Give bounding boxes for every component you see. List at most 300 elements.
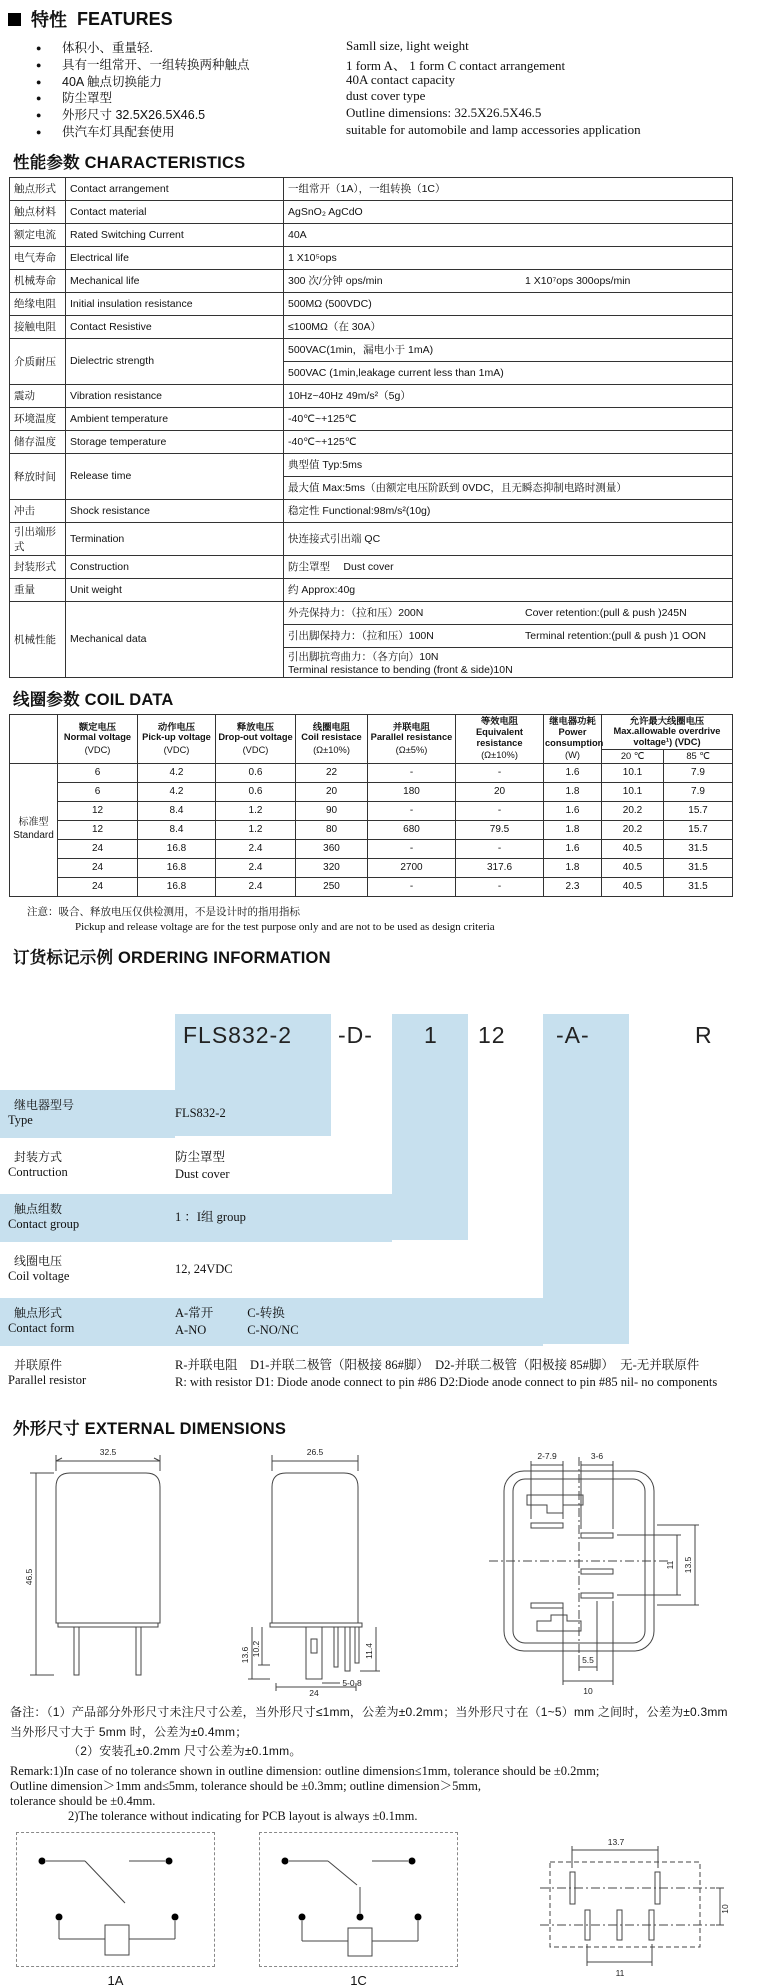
circuit-1a-svg	[17, 1833, 214, 1966]
ordering-diagram	[0, 972, 741, 1407]
char-value-text: 外壳保持力：（拉和压）200N	[288, 607, 424, 620]
feature-text-zh: 具有一组常开、一组转换两种触点	[62, 57, 250, 72]
char-value	[284, 647, 733, 677]
wiring-diagrams	[0, 1824, 741, 1988]
coil-data-cell: 20	[296, 782, 368, 801]
coil-group-label	[10, 763, 58, 896]
ordering-row-label	[0, 1248, 175, 1292]
coil-header-zh: 释放电压	[236, 721, 275, 732]
coil-data-row	[10, 858, 733, 877]
ordering-label-en: Parallel resistor	[8, 1372, 87, 1387]
coil-data-cell: 24	[58, 858, 138, 877]
circuit-1a-diagram	[16, 1832, 215, 1967]
char-label-zh: 额定电流	[10, 223, 66, 246]
char-value-text: 快连接式引出端 QC	[288, 533, 381, 546]
char-row	[10, 269, 733, 292]
char-label-en: Vibration resistance	[66, 384, 284, 407]
ordering-row-desc	[175, 1092, 741, 1136]
coil-subheader-cell: 20 ℃	[602, 749, 664, 763]
coil-heading-en: COIL DATA	[84, 690, 174, 709]
remark-zh-1: 备注：（1）产品部分外形尺寸未注尺寸公差，当外形尺寸≤1mm，公差为±0.2mm；当外形尺寸在（1~5）mm 之间时，公差为±0.3mm	[10, 1704, 728, 1719]
ordering-label-en: Type	[8, 1112, 33, 1127]
coil-header-unit: (Ω±5%)	[395, 745, 428, 755]
coil-data-cell: 1.2	[216, 820, 296, 839]
coil-data-cell: 4.2	[138, 763, 216, 782]
coil-data-cell: -	[456, 801, 544, 820]
char-value-text: 1 X10⁵ops	[288, 251, 337, 264]
ordering-code	[0, 1022, 741, 1052]
coil-data-cell: 16.8	[138, 877, 216, 896]
dim-side-p2: 10.2	[251, 1640, 261, 1657]
coil-subheader-cell: 85 ℃	[664, 749, 733, 763]
ordering-row	[0, 1248, 741, 1292]
feature-item	[36, 88, 741, 105]
char-value-text: 典型值 Typ:5ms	[288, 459, 363, 472]
char-label-zh: 接触电阻	[10, 315, 66, 338]
ordering-row	[0, 1196, 741, 1240]
dim-front-width: 32.5	[99, 1446, 117, 1457]
char-label-zh: 触点材料	[10, 200, 66, 223]
dimension-drawings	[0, 1443, 741, 1701]
coil-header-zh: 等效电阻	[480, 716, 519, 727]
ordering-row-label	[0, 1144, 175, 1188]
coil-data-cell: 2.4	[216, 839, 296, 858]
feature-text-en: suitable for automobile and lamp accessories application	[346, 121, 641, 137]
coil-group-en: Standard	[13, 829, 54, 841]
char-value	[284, 292, 733, 315]
coil-data-cell: 40.5	[602, 858, 664, 877]
ordering-row-label	[0, 1092, 175, 1136]
coil-header-unit: (VDC)	[84, 745, 111, 755]
char-label-en: Electrical life	[66, 246, 284, 269]
coil-header-cell	[138, 714, 216, 763]
ordering-desc-text: C-NO/NC	[247, 1322, 299, 1337]
remark-en-1: Remark:1)In case of no tolerance shown in outline dimension: outline dimension≤1mm, tolerance should be ±0.2mm;	[10, 1764, 600, 1779]
char-value	[284, 476, 733, 499]
ordering-row-label	[0, 1196, 175, 1240]
section-square-icon	[8, 13, 21, 26]
circuit-1c-diagram	[259, 1832, 458, 1967]
coil-data-cell: 360	[296, 839, 368, 858]
coil-data-heading	[13, 686, 741, 710]
feature-text-en: dust cover type	[346, 88, 426, 104]
feature-text-en: 40A contact capacity	[346, 71, 456, 87]
feature-text-zh: 体积小、重量轻.	[62, 41, 153, 55]
coil-header-cell	[58, 714, 138, 763]
coil-header-unit: (W)	[565, 750, 580, 761]
coil-data-cell: 2.4	[216, 877, 296, 896]
ordering-label-zh: 线圈电压	[14, 1253, 63, 1268]
bullet-icon: ●	[36, 110, 42, 121]
coil-data-cell: 250	[296, 877, 368, 896]
coil-data-cell: 0.6	[216, 763, 296, 782]
char-value-text: AgSnO₂ AgCdO	[288, 205, 363, 218]
coil-group-zh: 标准型	[18, 817, 49, 829]
char-label-zh: 储存温度	[10, 430, 66, 453]
coil-data-cell: 1.6	[544, 763, 602, 782]
char-row	[10, 200, 733, 223]
char-label-en: Ambient temperature	[66, 407, 284, 430]
char-value	[284, 384, 733, 407]
coil-header-zh: 动作电压	[157, 721, 196, 732]
char-value-text: 最大值 Max:5ms（由额定电压阶跃到 0VDC，且无瞬态抑制电路时测量）	[288, 482, 627, 495]
dim-bottom-d2: 3-6	[590, 1450, 604, 1461]
dim-side-p3: 11.4	[364, 1642, 374, 1659]
dimensions-heading	[13, 1415, 741, 1439]
char-label-en: Initial insulation resistance	[66, 292, 284, 315]
coil-header-cell	[456, 714, 544, 763]
char-label-zh: 封装形式	[10, 555, 66, 578]
bullet-icon: ●	[36, 126, 42, 137]
char-value	[284, 578, 733, 601]
char-value-text: -40℃~+125℃	[288, 412, 357, 425]
coil-header-en: Coil resistace	[301, 732, 362, 743]
coil-data-cell: -	[456, 839, 544, 858]
coil-data-cell: 7.9	[664, 763, 733, 782]
coil-data-cell: 80	[296, 820, 368, 839]
coil-note-zh: 注意：吸合、释放电压仅供检测用，不是设计时的指用指标	[27, 905, 300, 918]
char-label-en: Dielectric strength	[66, 338, 284, 384]
coil-header-en: Equivalent resistance	[475, 726, 523, 748]
char-value-text: 防尘罩型 Dust cover	[288, 561, 394, 574]
coil-data-cell: 180	[368, 782, 456, 801]
dimensions-heading-zh: 外形尺寸	[13, 1419, 80, 1438]
coil-data-cell: 1.8	[544, 820, 602, 839]
ordering-desc-column	[247, 1305, 298, 1339]
char-value-text: -40℃~+125℃	[288, 435, 357, 448]
char-value	[284, 430, 733, 453]
circuit-1c-svg	[260, 1833, 457, 1966]
coil-data-row	[10, 782, 733, 801]
coil-data-cell: 6	[58, 782, 138, 801]
coil-data-cell: 24	[58, 877, 138, 896]
dim-side-base: 24	[309, 1687, 319, 1698]
coil-data-cell: 16.8	[138, 839, 216, 858]
ordering-label-zh: 封装方式	[14, 1149, 63, 1164]
pcb-dim-bottom: 11	[615, 1968, 625, 1979]
char-value-text: ≤100MΩ（在 30A）	[288, 321, 381, 334]
coil-data-cell: -	[368, 877, 456, 896]
remark-zh-3: （2）安装孔±0.2mm 尺寸公差为±0.1mm。	[68, 1744, 302, 1759]
char-value	[284, 338, 733, 361]
pcb-layout-svg	[520, 1832, 760, 1982]
coil-data-cell: 24	[58, 839, 138, 858]
ordering-code-part: -A-	[556, 1021, 590, 1048]
coil-data-cell: 20.2	[602, 801, 664, 820]
coil-data-table	[9, 714, 733, 897]
ordering-code-part: -D-	[338, 1021, 373, 1048]
char-label-en: Termination	[66, 522, 284, 555]
ordering-row	[0, 1144, 741, 1188]
char-value-text: 1 X10⁷ops 300ops/min	[525, 275, 631, 288]
features-heading	[0, 0, 741, 34]
coil-data-row	[10, 763, 733, 782]
char-value	[284, 555, 733, 578]
char-label-en: Construction	[66, 555, 284, 578]
coil-data-row	[10, 877, 733, 896]
pcb-dim-right: 10	[720, 1904, 730, 1914]
ordering-row-desc	[175, 1300, 741, 1344]
char-row	[10, 407, 733, 430]
coil-data-cell: 22	[296, 763, 368, 782]
ordering-label-en: Contruction	[8, 1164, 68, 1179]
char-label-en: Contact Resistive	[66, 315, 284, 338]
coil-header-zh: 额定电压	[78, 721, 117, 732]
coil-data-row	[10, 820, 733, 839]
feature-text-en: 1 form A、 1 form C contact arrangement	[346, 57, 566, 73]
ordering-row-label	[0, 1352, 175, 1396]
char-value-text: 500VAC(1min，漏电小于 1mA)	[288, 344, 434, 357]
characteristics-heading	[13, 149, 741, 173]
coil-data-cell: 2.3	[544, 877, 602, 896]
coil-data-cell: 680	[368, 820, 456, 839]
char-value-text: Terminal retention:(pull & push )1 OON	[525, 630, 706, 643]
ordering-desc-text: Dust cover	[175, 1166, 230, 1181]
coil-header-cell	[368, 714, 456, 763]
char-value	[284, 361, 733, 384]
bullet-icon: ●	[36, 59, 42, 70]
char-value-text: 稳定性 Functional:98m/s²(10g)	[288, 505, 431, 518]
char-row	[10, 292, 733, 315]
dimensions-heading-en: EXTERNAL DIMENSIONS	[84, 1419, 287, 1438]
char-label-en: Mechanical data	[66, 601, 284, 677]
dim-side-p1: 13.6	[240, 1646, 250, 1663]
ordering-code-part: 1	[424, 1021, 438, 1048]
coil-data-cell: 16.8	[138, 858, 216, 877]
ordering-row-desc	[175, 1144, 741, 1188]
ordering-desc-text: R-并联电阻 D1-并联二极管（阳极接 86#脚） D2-并联二极管（阳极接 85#脚） 无-无并联原件	[175, 1357, 700, 1372]
ordering-row	[0, 1300, 741, 1344]
coil-data-cell: 15.7	[664, 801, 733, 820]
ordering-heading-zh: 订货标记示例	[13, 948, 114, 967]
coil-data-cell: 7.9	[664, 782, 733, 801]
coil-data-cell: 2700	[368, 858, 456, 877]
bullet-icon: ●	[36, 76, 42, 87]
coil-header-zh: 线圈电阻	[312, 721, 351, 732]
feature-item	[36, 122, 741, 139]
char-label-en: Storage temperature	[66, 430, 284, 453]
ordering-rows	[0, 1092, 741, 1404]
char-row	[10, 601, 733, 624]
coil-data-cell: 1.8	[544, 858, 602, 877]
coil-data-cell: 12	[58, 801, 138, 820]
coil-header-zh: 并联电阻	[392, 721, 431, 732]
char-label-zh: 震动	[10, 384, 66, 407]
char-row	[10, 223, 733, 246]
side-view-drawing	[214, 1443, 449, 1698]
coil-header-en: Power consumption	[545, 726, 604, 748]
ordering-label-en: Contact group	[8, 1216, 80, 1231]
ordering-row-desc	[175, 1196, 741, 1240]
ordering-row-label	[0, 1300, 175, 1344]
char-label-zh: 冲击	[10, 499, 66, 522]
coil-header-unit: (VDC)	[242, 745, 269, 755]
char-value	[284, 453, 733, 476]
char-label-en: Contact arrangement	[66, 177, 284, 200]
coil-data-cell: 31.5	[664, 839, 733, 858]
coil-data-cell: 90	[296, 801, 368, 820]
dim-bottom-d5: 5.5	[582, 1654, 594, 1665]
feature-item	[36, 38, 741, 55]
ordering-desc-text: R: with resistor D1: Diode anode connect to pin #86 D2:Diode anode connect to pin #85 nil- no components	[175, 1374, 718, 1389]
coil-corner-cell	[10, 714, 58, 763]
coil-data-cell: 8.4	[138, 801, 216, 820]
char-value	[284, 601, 733, 624]
char-value-text: 500MΩ (500VDC)	[288, 297, 372, 310]
circuit-1a-wrap	[16, 1832, 215, 1988]
char-value	[284, 200, 733, 223]
remarks	[10, 1705, 741, 1824]
coil-header-row	[10, 714, 733, 749]
char-label-zh: 介质耐压	[10, 338, 66, 384]
feature-text-en: Samll size, light weight	[346, 38, 469, 53]
coil-data-cell: 1.6	[544, 839, 602, 858]
coil-data-cell: 31.5	[664, 858, 733, 877]
coil-data-cell: -	[368, 763, 456, 782]
coil-data-cell: 20	[456, 782, 544, 801]
dim-bottom-d1: 2-7.9	[537, 1450, 557, 1461]
coil-data-cell: 0.6	[216, 782, 296, 801]
char-label-zh: 释放时间	[10, 453, 66, 499]
char-row	[10, 315, 733, 338]
coil-data-cell: 20.2	[602, 820, 664, 839]
char-label-en: Unit weight	[66, 578, 284, 601]
circuit-1a-label: 1A	[107, 1973, 124, 1988]
dim-side-pin-width: 5-0.8	[342, 1677, 362, 1688]
char-label-en: Mechanical life	[66, 269, 284, 292]
char-label-zh: 绝缘电阻	[10, 292, 66, 315]
char-label-zh: 电气寿命	[10, 246, 66, 269]
coil-data-cell: -	[456, 763, 544, 782]
char-label-en: Release time	[66, 453, 284, 499]
feature-text-zh: 外形尺寸 32.5X26.5X46.5	[62, 108, 206, 123]
coil-data-cell: 15.7	[664, 820, 733, 839]
ordering-desc-text: A-常开	[175, 1305, 214, 1320]
ordering-desc-text: C-转换	[247, 1305, 285, 1320]
feature-text-zh: 防尘罩型	[62, 91, 113, 106]
char-value-text: 500VAC (1min,leakage current less than 1mA)	[288, 366, 504, 379]
dim-bottom-d3: 11	[665, 1560, 675, 1570]
ordering-desc-columns	[175, 1305, 741, 1339]
coil-header-zh: 继电器功耗	[549, 716, 596, 727]
char-value	[284, 177, 733, 200]
char-value	[284, 499, 733, 522]
ordering-label-zh: 触点组数	[14, 1201, 63, 1216]
char-value	[284, 407, 733, 430]
char-row	[10, 453, 733, 476]
char-value-text: 引出脚保持力：（拉和压）100N	[288, 630, 434, 643]
ordering-heading	[13, 944, 741, 968]
ordering-row-desc	[175, 1352, 741, 1396]
remark-en-2: Outline dimension＞1mm and≤5mm, tolerance should be ±0.3mm; outline dimension＞5mm,	[10, 1779, 481, 1794]
coil-data-cell: 317.6	[456, 858, 544, 877]
bottom-view-drawing	[449, 1443, 734, 1698]
ordering-code-part: 12	[478, 1021, 506, 1048]
coil-data-cell: 12	[58, 820, 138, 839]
ordering-label-en: Contact form	[8, 1320, 75, 1335]
ordering-label-zh: 并联原件	[14, 1357, 63, 1372]
characteristics-table	[9, 177, 733, 678]
char-row	[10, 430, 733, 453]
features-heading-zh: 特性	[31, 10, 67, 30]
remark-zh-2: 当外形尺寸大于 5mm 时，公差为±0.4mm；	[10, 1724, 248, 1739]
coil-header-cell	[216, 714, 296, 763]
dim-bottom-d4: 13.5	[683, 1556, 693, 1573]
characteristics-heading-en: CHARACTERISTICS	[84, 153, 246, 172]
char-value-text: Terminal resistance to bending (front & side)10N	[288, 663, 513, 676]
coil-header-en: Max.allowable overdrive voltage¹) (VDC)	[613, 726, 721, 748]
ordering-label-en: Coil voltage	[8, 1268, 70, 1283]
char-label-zh: 触点形式	[10, 177, 66, 200]
char-value	[284, 269, 733, 292]
coil-data-cell: -	[456, 877, 544, 896]
feature-text-zh: 40A 触点切换能力	[62, 74, 163, 89]
coil-header-unit: (VDC)	[163, 745, 190, 755]
char-row	[10, 522, 733, 555]
coil-header-unit: (Ω±10%)	[481, 750, 518, 761]
feature-text-zh: 供汽车灯具配套使用	[62, 124, 175, 139]
coil-heading-zh: 线圈参数	[13, 690, 80, 709]
coil-data-row	[10, 839, 733, 858]
char-row	[10, 499, 733, 522]
ordering-desc-text: 防尘罩型	[175, 1149, 226, 1164]
dim-side-width: 26.5	[306, 1446, 324, 1457]
coil-note	[27, 905, 741, 936]
characteristics-heading-zh: 性能参数	[13, 153, 80, 172]
char-label-zh: 机械性能	[10, 601, 66, 677]
bullet-icon: ●	[36, 93, 42, 104]
char-value-text: Cover retention:(pull & push )245N	[525, 607, 687, 620]
char-label-en: Contact material	[66, 200, 284, 223]
ordering-label-zh: 触点形式	[14, 1305, 63, 1320]
ordering-label-zh: 继电器型号	[14, 1097, 75, 1112]
char-value-text: 一组常开（1A），一组转换（1C）	[288, 183, 446, 196]
char-row	[10, 555, 733, 578]
char-label-en: Shock resistance	[66, 499, 284, 522]
feature-item	[36, 105, 741, 122]
char-value-text: 40A	[288, 228, 307, 241]
feature-text-en: Outline dimensions: 32.5X26.5X46.5	[346, 105, 542, 121]
coil-header-en: Parallel resistance	[370, 732, 453, 743]
char-label-zh: 机械寿命	[10, 269, 66, 292]
remark-en-4: 2)The tolerance without indicating for PCB layout is always ±0.1mm.	[68, 1809, 418, 1824]
coil-data-cell: 1.2	[216, 801, 296, 820]
coil-data-cell: 40.5	[602, 839, 664, 858]
char-value-text: 引出脚抗弯曲力：（各方向）10N	[288, 650, 439, 663]
coil-data-cell: 320	[296, 858, 368, 877]
coil-data-cell: 2.4	[216, 858, 296, 877]
ordering-desc-text: A-NO	[175, 1322, 207, 1337]
char-label-en: Rated Switching Current	[66, 223, 284, 246]
coil-data-cell: 8.4	[138, 820, 216, 839]
coil-header-en: Drop-out voltage	[218, 732, 293, 743]
char-row	[10, 177, 733, 200]
ordering-row-desc	[175, 1248, 741, 1292]
char-value-text: 10Hz~40Hz 49m/s²（5g）	[288, 390, 411, 403]
feature-item	[36, 72, 741, 89]
char-row	[10, 338, 733, 361]
char-label-zh: 重量	[10, 578, 66, 601]
char-row	[10, 384, 733, 407]
ordering-desc-text: 1 ：I组 group	[175, 1210, 246, 1225]
char-label-zh: 环境温度	[10, 407, 66, 430]
front-view-drawing	[14, 1443, 214, 1698]
circuit-1c-label: 1C	[350, 1973, 367, 1988]
features-list	[0, 34, 741, 141]
dim-bottom-d6: 10	[583, 1685, 593, 1696]
ordering-code-part: FLS832-2	[183, 1021, 293, 1048]
coil-data-cell: 10.1	[602, 763, 664, 782]
